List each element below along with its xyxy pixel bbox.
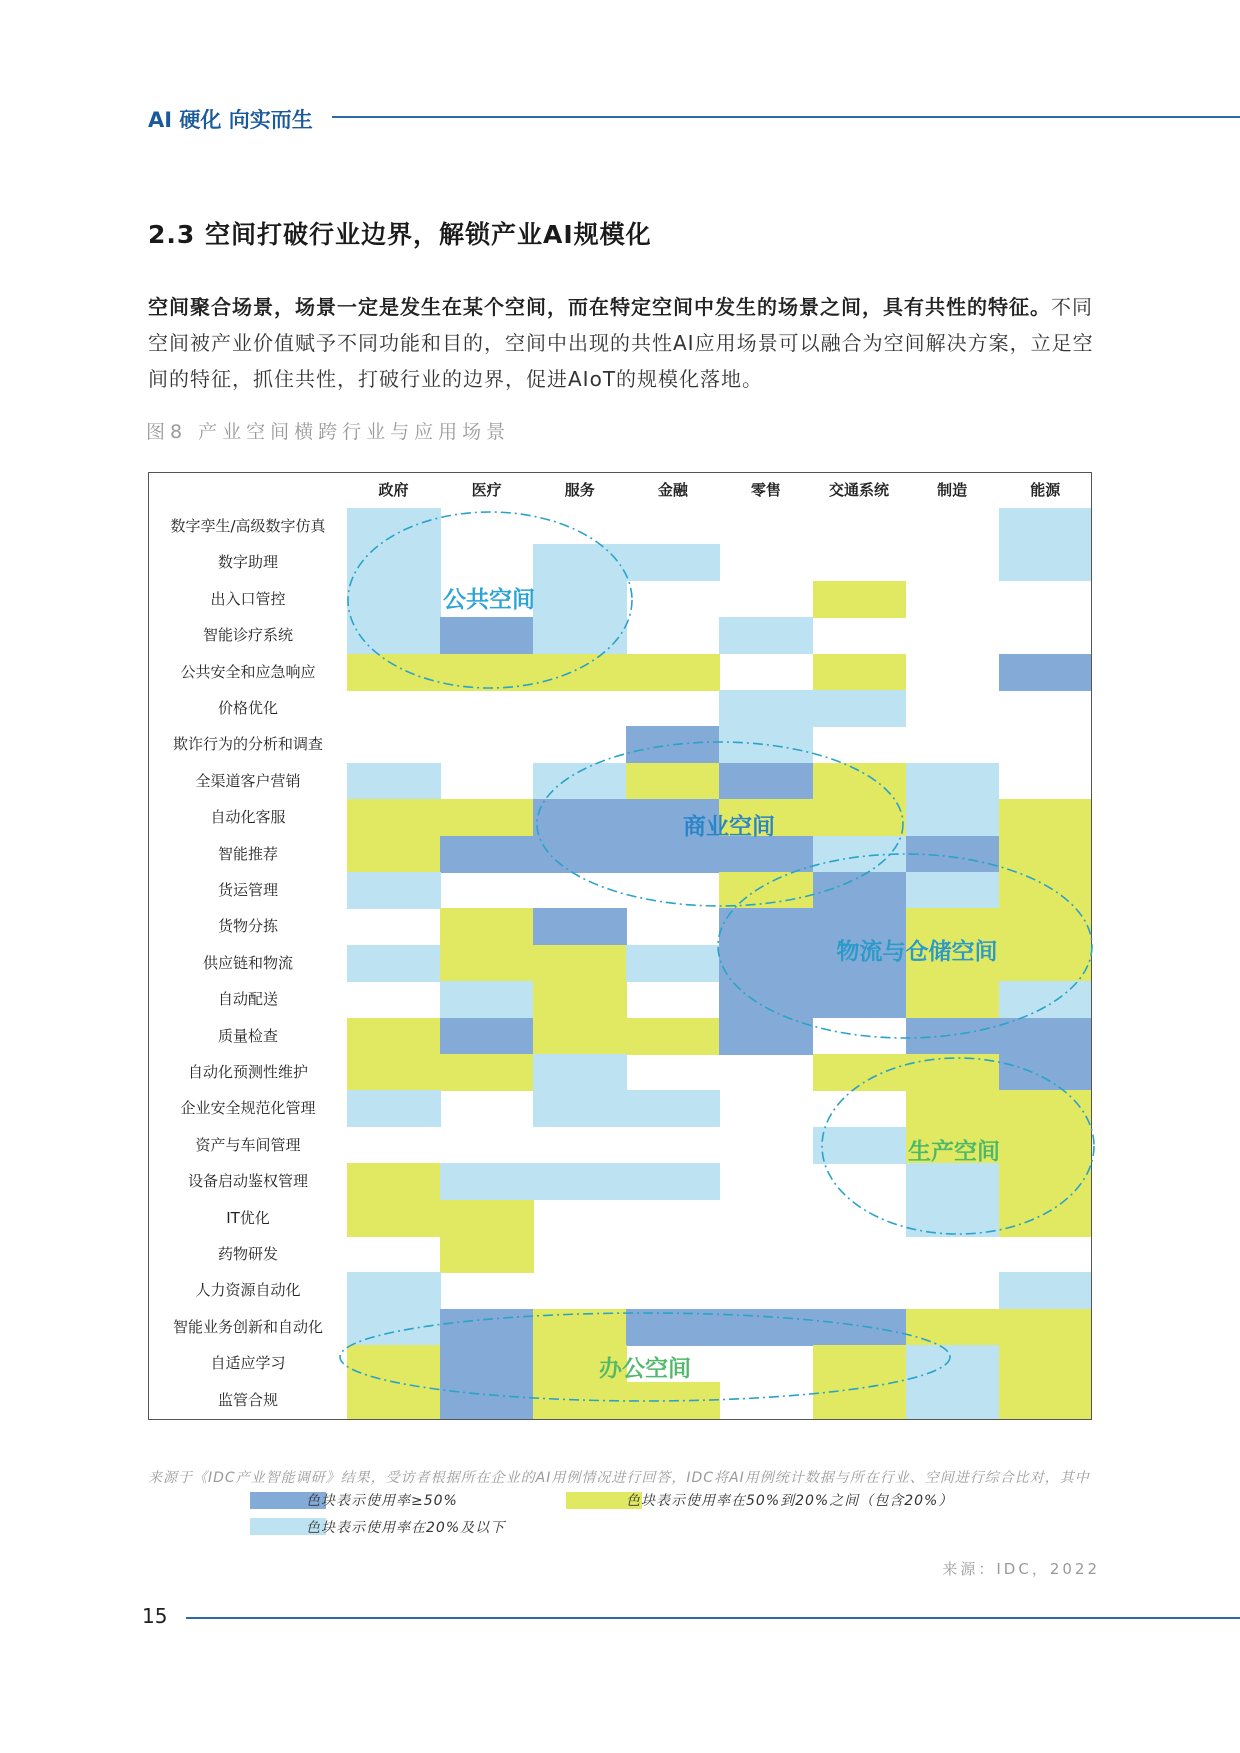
figure-caption: 图8 产业空间横跨行业与应用场景 bbox=[146, 421, 511, 443]
running-header-title: AI 硬化 向实而生 bbox=[148, 108, 313, 132]
row-header: 货物分拣 bbox=[217, 917, 278, 936]
section-title: 2.3 空间打破行业边界，解锁产业AI规模化 bbox=[148, 220, 652, 249]
zone-label-commercial: 商业空间 bbox=[683, 814, 775, 840]
row-header: 药物研发 bbox=[217, 1245, 278, 1263]
row-header: IT优化 bbox=[226, 1208, 270, 1227]
row-header: 出入口管控 bbox=[210, 589, 286, 608]
row-header: 自动配送 bbox=[217, 990, 278, 1009]
column-header: 服务 bbox=[564, 481, 595, 499]
legend-label-high: 色块表示使用率≥50% bbox=[306, 1493, 458, 1509]
row-header: 全渠道客户营销 bbox=[195, 771, 301, 790]
zone-label-production: 生产空间 bbox=[908, 1139, 1000, 1165]
column-header: 零售 bbox=[750, 481, 781, 499]
row-header: 公共安全和应急响应 bbox=[180, 662, 316, 681]
column-header: 制造 bbox=[937, 481, 968, 499]
row-header: 货运管理 bbox=[217, 881, 278, 899]
row-header: 设备启动鉴权管理 bbox=[187, 1172, 308, 1191]
row-header: 智能诊疗系统 bbox=[202, 626, 293, 645]
zone-label-logistics: 物流与仓储空间 bbox=[836, 939, 998, 965]
column-header: 金融 bbox=[657, 481, 688, 499]
body-paragraph-lead: 空间聚合场景，场景一定是发生在某个空间，而在特定空间中发生的场景之间，具有共性的特征。 bbox=[148, 295, 1051, 319]
row-header: 数字孪生/高级数字仿真 bbox=[170, 517, 326, 535]
row-header: 质量检查 bbox=[217, 1026, 278, 1045]
row-header: 企业安全规范化管理 bbox=[180, 1099, 316, 1118]
row-header: 自适应学习 bbox=[210, 1354, 286, 1373]
row-header: 价格优化 bbox=[217, 699, 278, 717]
column-header: 医疗 bbox=[471, 481, 502, 499]
row-header: 智能业务创新和自动化 bbox=[172, 1317, 323, 1336]
column-header: 能源 bbox=[1030, 481, 1061, 499]
row-header: 数字助理 bbox=[217, 553, 278, 572]
legend-label-low: 色块表示使用率在20%及以下 bbox=[306, 1520, 506, 1536]
zone-label-office: 办公空间 bbox=[599, 1356, 691, 1382]
header-divider bbox=[332, 116, 1240, 118]
row-header: 自动化预测性维护 bbox=[187, 1063, 308, 1081]
body-paragraph bbox=[148, 289, 1098, 397]
heatmap-border bbox=[148, 472, 1092, 1420]
figure-footnote: 来源于《IDC产业智能调研》结果，受访者根据所在企业的AI用例情况进行回答，IDC将AI用例统计数据与所在行业、空间进行综合比对，其中 bbox=[148, 1470, 1090, 1486]
source-credit: 来源：IDC，2022 bbox=[942, 1560, 1100, 1578]
row-header: 智能推荐 bbox=[217, 844, 278, 863]
column-header: 政府 bbox=[378, 481, 409, 499]
legend-label-mid: 色块表示使用率在50%到20%之间（包含20%） bbox=[626, 1493, 954, 1509]
column-header: 交通系统 bbox=[829, 481, 890, 499]
zone-label-public: 公共空间 bbox=[443, 587, 535, 613]
row-header: 资产与车间管理 bbox=[195, 1135, 301, 1154]
row-header: 自动化客服 bbox=[210, 808, 286, 827]
row-header: 欺诈行为的分析和调查 bbox=[172, 735, 323, 754]
row-header: 人力资源自动化 bbox=[195, 1281, 301, 1300]
body-paragraph-rest: 不同空间被产业价值赋予不同功能和目的，空间中出现的共性AI应用场景可以融合为空间解决方案，立足空间的特征，抓住共性，打破行业的边界，促进AIoT的规模化落地。 bbox=[148, 295, 1094, 391]
page-number: 15 bbox=[142, 1604, 168, 1628]
footer-divider bbox=[186, 1617, 1240, 1619]
row-header: 供应链和物流 bbox=[202, 953, 293, 972]
row-header: 监管合规 bbox=[217, 1390, 278, 1409]
